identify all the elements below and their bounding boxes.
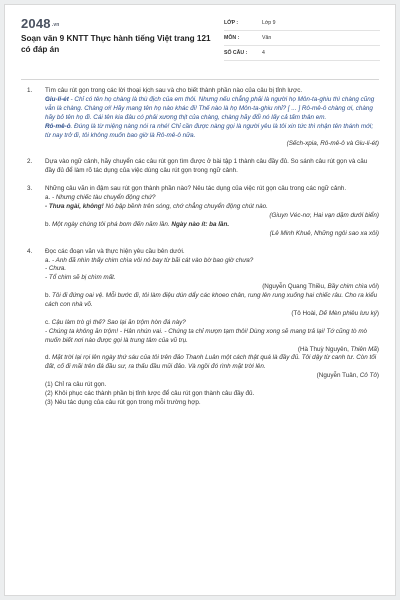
- question-prompt: Những câu văn in đậm sau rút gọn thành phần nào? Nêu tác dụng của việc rút gọn câu trong các ngữ cảnh.: [45, 185, 347, 193]
- question-2: [27, 158, 379, 176]
- question-1: [27, 87, 379, 149]
- citation-author: (Hà Thuỳ Nguyên,: [297, 345, 351, 353]
- excerpt-text: Tôi đi đứng oai vệ. Mỗi bước đi, tôi làm điệu dún dẩy các khoeo chân, rung lên rung xuống hai chiếc râu. Cho ra kiểu cách con nhà võ.: [45, 292, 378, 309]
- dialogue-text: . Đúng là từ miệng nàng nói ra nhé! Chỉ cần được nàng gọi là người yêu là tôi xin tức thì nhận tên thánh mới; từ nay trở đi, tôi không muốn bao giờ là Rô-mê-ô nữa.: [45, 122, 374, 139]
- dialogue-juliet: [45, 96, 379, 123]
- excerpt-label: d.: [45, 354, 51, 362]
- excerpt-label: a.: [45, 194, 51, 202]
- question-number: 3.: [27, 185, 33, 193]
- citation-end: ): [376, 283, 379, 291]
- logo-text: 2048: [21, 16, 51, 31]
- question-body: [45, 158, 379, 176]
- question-3: [27, 185, 379, 238]
- speaker-name: Rô-mê-ô: [45, 122, 71, 130]
- citation: (Lê Minh Khuê, Những ngôi sao xa xôi): [269, 229, 379, 237]
- questions-list: [27, 87, 379, 417]
- page-title: Soạn văn 9 KNTT Thực hành tiếng Việt trang 121 có đáp án: [21, 34, 211, 54]
- excerpt-text: - Nhưng chiếc tàu chuyển động chứ?: [50, 194, 156, 202]
- question-prompt: Dựa vào ngữ cảnh, hãy chuyển các câu rút gọn tìm được ở bài tập 1 thành câu đầy đủ. So sánh câu rút gọn và câu đầy đủ để làm rõ tác dụng của việc dùng câu rút gọn trong ngữ cảnh.: [45, 158, 368, 175]
- citation: (Sếch-xpia, Rô-mê-ô và Giu-li-ét): [286, 140, 379, 148]
- task-item: (3) Nêu tác dụng của câu rút gọn trong mỗi trường hợp.: [45, 399, 201, 406]
- excerpt-text: - Chưa.: [45, 265, 67, 273]
- worksheet-page: [4, 4, 396, 596]
- citation: [45, 283, 379, 292]
- citation-end: ): [376, 309, 379, 317]
- citation-work: Dế Mèn phiêu lưu ký: [318, 309, 377, 317]
- excerpt-b: [45, 292, 379, 310]
- excerpt-a: [45, 194, 379, 203]
- logo-suffix: .vn: [51, 21, 60, 28]
- excerpt-text: - Tổ chim sẽ bị chìm mất.: [45, 274, 116, 282]
- citation-author: (Tô Hoài,: [291, 309, 319, 317]
- meta-key: MÔN :: [224, 35, 240, 41]
- question-body: [45, 185, 379, 238]
- citation: [45, 310, 379, 319]
- question-prompt: Đọc các đoạn văn và thực hiện yêu cầu bên dưới.: [45, 247, 185, 255]
- excerpt-c: [45, 319, 379, 328]
- citation: [45, 372, 379, 381]
- question-4: [27, 248, 379, 408]
- dialogue-romeo: [45, 123, 379, 141]
- excerpt-d: [45, 354, 379, 372]
- excerpt-a-bold: [45, 203, 379, 212]
- excerpt-text: Một ngày chúng tôi phá bom đến năm lần.: [50, 220, 172, 228]
- site-logo[interactable]: [21, 16, 60, 31]
- question-number: 2.: [27, 158, 33, 166]
- excerpt-label: a.: [45, 256, 51, 264]
- excerpt-b: [45, 221, 379, 230]
- citation-author: (Nguyễn Tuân,: [316, 372, 360, 380]
- speaker-name: Giu-li-ét: [45, 95, 69, 103]
- excerpt-label: c.: [45, 318, 50, 326]
- meta-key: SỐ CÂU :: [224, 50, 248, 56]
- citation: (Giuyn Véc-nơ, Hai vạn dặm dưới biển): [269, 211, 379, 219]
- question-body: [45, 248, 379, 408]
- bold-sentence: - Thưa ngài, không!: [45, 202, 104, 210]
- excerpt-text: Nó bập bềnh trên sóng, chớ chẳng chuyển động chút nào.: [103, 202, 268, 210]
- meta-value: 4: [262, 50, 265, 56]
- question-prompt: Tìm câu rút gọn trong các lời thoại kịch sau và cho biết thành phần nào của câu bị tỉnh lược.: [45, 87, 303, 94]
- meta-row-subject: [224, 31, 380, 46]
- meta-row-count: [224, 46, 380, 61]
- question-body: [45, 87, 379, 149]
- question-number: 1.: [27, 87, 33, 94]
- worksheet-header: [5, 5, 395, 63]
- excerpt-a: [45, 257, 379, 266]
- citation-work: Cô Tô: [359, 372, 377, 380]
- excerpt-text: Mặt trời lại rọi lên ngày thứ sáu của tôi trên đảo Thanh Luân một cách thật quá là đầy đủ. Tôi dậy từ canh tư. Còn tối đất, cố đi mãi trên đá đầu sư, ra thấu đầu mũi đảo. Và ngồi đó rình mặt trời lên.: [45, 354, 377, 371]
- meta-value: Văn: [262, 35, 272, 41]
- excerpt-text: - Chúng ta không ăn trộm! - Hân nhún vai. - Chúng ta chỉ mượn tạm thôi! Dùng xong sẽ mang trả lại! Tớ cũng tò mò muốn biết nơi nào được gọi là trung tâm của vũ trụ.: [45, 327, 368, 344]
- citation-work: Thiên Mã: [350, 345, 377, 353]
- citation-author: (Nguyễn Quang Thiều,: [262, 283, 328, 291]
- meta-key: LỚP :: [224, 20, 239, 26]
- question-number: 4.: [27, 247, 33, 255]
- dialogue-text: - Chỉ có tên họ chàng là thù địch của em thôi. Nhưng nếu chẳng phải là người họ Môn-ta-ghiu thì chàng cũng vẫn là chàng. Chàng ơi! Hãy mang tên họ nào khác đi! Thế nào là họ Môn-ta-ghiu nhỉ? [ ... ] Rô-mê-ô chàng ơi, chàng hãy bỏ tên họ đi. Cái tên kia đâu có phải xương thịt của chàng, chàng hãy đổi nó lấy cả tấm thân em.: [45, 95, 375, 121]
- citation-end: ): [376, 372, 379, 380]
- excerpt-text: - Anh đã nhìn thấy chim chìa vôi nó bay từ bãi cát vào bờ bao giờ chưa?: [50, 256, 254, 264]
- excerpt-label: b.: [45, 292, 51, 300]
- meta-table: [224, 16, 380, 61]
- bold-sentence: Ngày nào ít: ba lần.: [171, 220, 230, 228]
- excerpt-text: Cậu làm trò gì thế? Sao lại ăn trộm hòn đá này?: [49, 318, 186, 326]
- citation-end: ): [376, 345, 379, 353]
- citation-work: Bầy chim chìa vôi: [327, 283, 377, 291]
- header-divider: [21, 79, 379, 80]
- meta-row-grade: [224, 16, 380, 31]
- meta-value: Lớp 9: [262, 20, 276, 26]
- task-item: (2) Khôi phục các thành phần bị tỉnh lược để câu rút gọn thành câu đầy đủ.: [45, 390, 255, 398]
- task-item: (1) Chỉ ra câu rút gọn.: [45, 381, 107, 389]
- excerpt-label: b.: [45, 220, 51, 228]
